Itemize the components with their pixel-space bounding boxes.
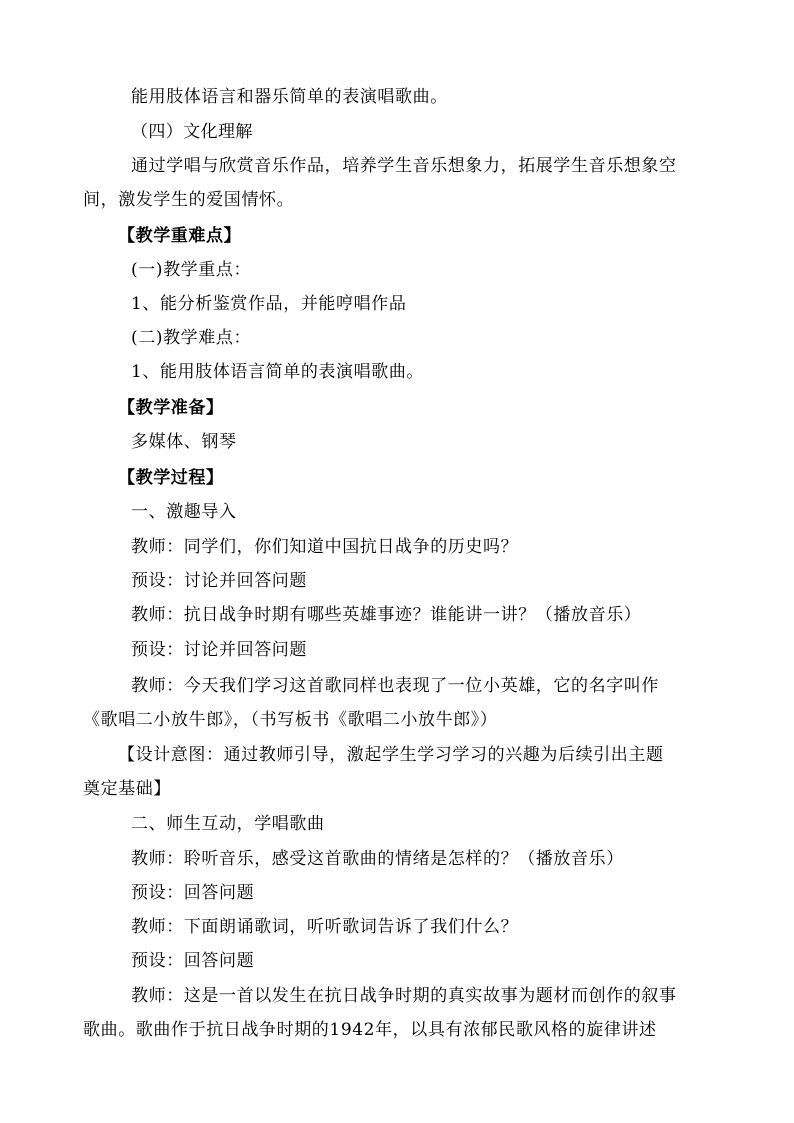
section-heading: 【教学过程】 bbox=[118, 468, 224, 488]
text-line: 1、能分析鉴赏作品，并能哼唱作品 bbox=[131, 294, 407, 314]
text-line: 通过学唱与欣赏音乐作品，培养学生音乐想象力，拓展学生音乐想象空 bbox=[131, 156, 677, 176]
text-line: 预设：讨论并回答问题 bbox=[131, 640, 307, 660]
text-line: (二)教学难点： bbox=[131, 328, 252, 348]
text-line: 教师：下面朗诵歌词，听听歌词告诉了我们什么？ bbox=[131, 917, 519, 937]
text-line: 教师：抗日战争时期有哪些英雄事迹？谁能讲一讲？（播放音乐） bbox=[131, 605, 642, 625]
text-line: 一、激趣导入 bbox=[131, 502, 237, 522]
text-line: 预设：回答问题 bbox=[131, 951, 255, 971]
text-line: 间，激发学生的爱国情怀。 bbox=[83, 190, 295, 210]
text-line: 二、师生互动，学唱歌曲 bbox=[131, 814, 325, 834]
text-line: 多媒体、钢琴 bbox=[131, 432, 237, 452]
text-line: 教师：同学们，你们知道中国抗日战争的历史吗？ bbox=[131, 537, 519, 557]
section-subtitle: （四）文化理解 bbox=[131, 122, 253, 142]
text-line: 预设：讨论并回答问题 bbox=[131, 571, 307, 591]
text-line: 教师：这是一首以发生在抗日战争时期的真实故事为题材而创作的叙事 bbox=[131, 986, 677, 1006]
text-line: 教师：今天我们学习这首歌同样也表现了一位小英雄，它的名字叫作 bbox=[131, 676, 659, 696]
text-line: 《歌唱二小放牛郎》，（书写板书《歌唱二小放牛郎》） bbox=[83, 710, 498, 730]
text-line: (一)教学重点： bbox=[131, 260, 252, 280]
text-line: 预设：回答问题 bbox=[131, 883, 255, 903]
text-line: 教师：聆听音乐，感受这首歌曲的情绪是怎样的？（播放音乐） bbox=[131, 849, 624, 869]
text-line: 1、能用肢体语言简单的表演唱歌曲。 bbox=[131, 362, 425, 382]
text-line: 【设计意图：通过教师引导，激起学生学习学习的兴趣为后续引出主题 bbox=[118, 745, 664, 765]
section-heading: 【教学重难点】 bbox=[118, 226, 242, 246]
text-line: 歌曲。歌曲作于抗日战争时期的1942年，以具有浓郁民歌风格的旋律讲述 bbox=[83, 1020, 657, 1040]
text-line: 奠定基础】 bbox=[83, 779, 171, 799]
section-heading: 【教学准备】 bbox=[118, 398, 224, 418]
text-line: 能用肢体语言和器乐简单的表演唱歌曲。 bbox=[131, 87, 448, 107]
